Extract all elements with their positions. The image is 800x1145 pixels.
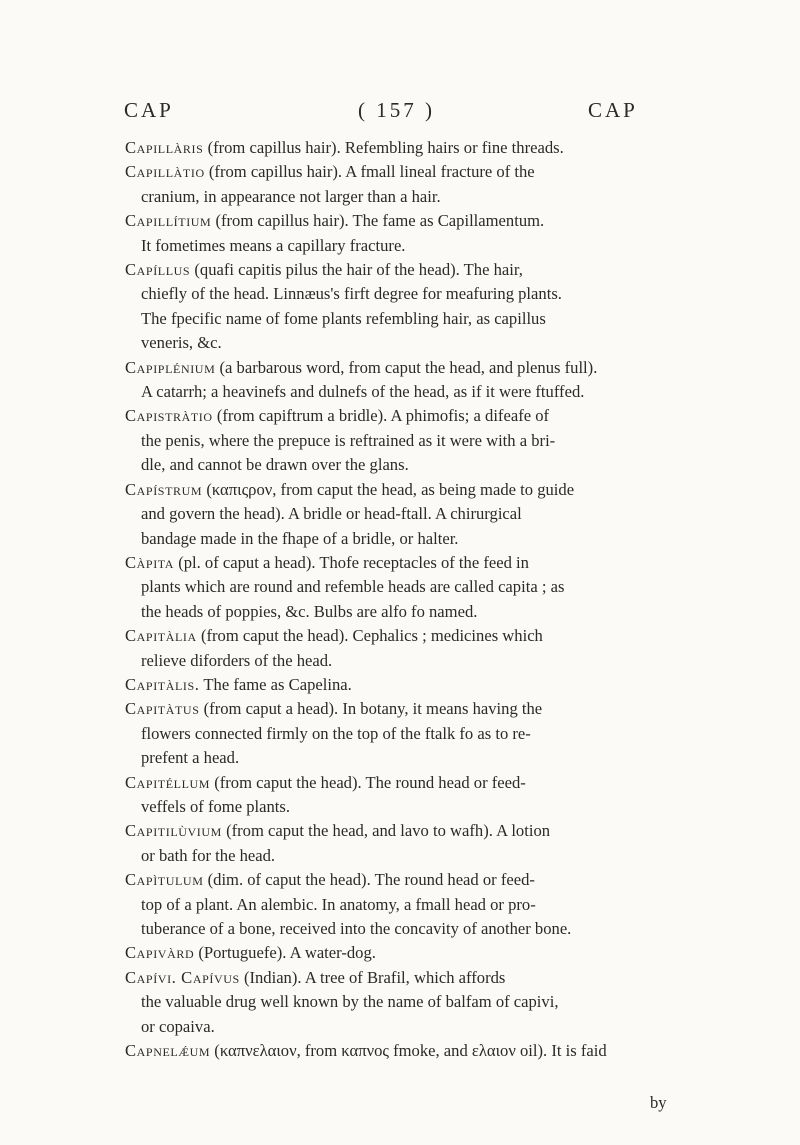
dictionary-entry xyxy=(125,160,665,209)
entry-text-line: cranium, in appearance not larger than a hair. xyxy=(141,186,441,206)
entry-headword: Capillàris xyxy=(125,138,204,157)
dictionary-entry xyxy=(125,356,665,405)
entry-text-line: prefent a head. xyxy=(141,748,240,768)
header-left: CAP xyxy=(124,98,174,122)
entry-text-line: (pl. of caput a head). Thofe receptacles of the feed in xyxy=(178,552,529,572)
entry-text-line: The fpecific name of fome plants refembling hair, as capillus xyxy=(141,308,546,328)
entry-text-line: chiefly of the head. Linnæus's firft degree for meafuring plants. xyxy=(141,284,562,304)
entry-headword: Capistràtio xyxy=(125,406,213,426)
entry-headword: Capitàlia xyxy=(125,626,197,646)
entry-headword: Capillítium xyxy=(125,211,212,231)
dictionary-entry xyxy=(125,868,665,941)
entry-text-line: The fame as Capelina. xyxy=(203,674,352,694)
entry-text-line: (Indian). A tree of Brafil, which affords xyxy=(243,967,506,987)
entry-text-line: (καπνελαιον, from καπνος fmoke, and ελαιον oil). It is faid xyxy=(214,1041,607,1061)
entry-text-line: the penis, where the prepuce is reftrained as it were with a bri- xyxy=(141,430,556,450)
entry-headword: Capiplénium xyxy=(125,357,216,377)
entry-text-line: (from capillus hair). A fmall lineal fracture of the xyxy=(208,162,535,182)
entry-headword: Capitéllum xyxy=(125,772,211,792)
entry-text-line: veneris, &c. xyxy=(141,333,222,353)
catchword: by xyxy=(650,1093,667,1112)
entry-headword: Càpita xyxy=(125,552,175,572)
entry-text-line: top of a plant. An alembic. In anatomy, a fmall head or pro- xyxy=(141,894,536,914)
entry-text-line: (Portuguefe). A water-dog. xyxy=(198,943,376,963)
entry-text-line: tuberance of a bone, received into the concavity of another bone. xyxy=(141,919,572,938)
entry-text-line: (from capillus hair). The fame as Capillamentum. xyxy=(215,211,545,231)
dictionary-entry xyxy=(125,819,665,868)
entry-headword: Capnelǽum xyxy=(125,1041,211,1061)
entry-headword: Capitàtus xyxy=(125,699,200,719)
entry-headword: Capístrum xyxy=(125,479,203,499)
entry-text-line: (quafi capitis pilus the hair of the head). The hair, xyxy=(194,260,523,280)
entry-text-line: (from caput a head). In botany, it means having the xyxy=(203,699,543,719)
dictionary-entry xyxy=(125,209,665,258)
entry-headword: Capivàrd xyxy=(125,943,195,963)
entry-text-line: A catarrh; a heavinefs and dulnefs of the head, as if it were ftuffed. xyxy=(141,382,585,402)
entry-text-line: relieve diforders of the head. xyxy=(141,650,333,670)
dictionary-entry xyxy=(125,966,665,1039)
entry-headword: Capíllus xyxy=(125,260,191,280)
entry-headword: Capitilùvium xyxy=(125,821,222,841)
dictionary-entry xyxy=(125,136,665,160)
entry-text-line: (dim. of caput the head). The round head or feed- xyxy=(207,870,535,890)
entry-text-line: the valuable drug well known by the name of balfam of capivi, xyxy=(141,992,559,1012)
header-right: CAP xyxy=(588,98,638,122)
entry-text-line: plants which are round and refemble heads are called capita ; as xyxy=(141,577,565,597)
dictionary-entry xyxy=(125,771,665,820)
entry-text-line: (from caput the head). Cephalics ; medicines which xyxy=(200,626,543,646)
dictionary-entry xyxy=(125,1039,665,1063)
entry-text-line: or bath for the head. xyxy=(141,845,276,865)
entry-headword: Capitàlis. xyxy=(125,674,200,694)
entry-text-line: (from capillus hair). Refembling hairs or fine threads. xyxy=(207,138,564,157)
dictionary-entry xyxy=(125,941,665,965)
entry-text-line: (a barbarous word, from caput the head, and plenus full). xyxy=(219,357,598,377)
dictionary-entries xyxy=(125,136,665,1063)
entry-text-line: flowers connected firmly on the top of the ftalk fo as to re- xyxy=(141,723,531,743)
entry-text-line: (from caput the head, and lavo to wafh). A lotion xyxy=(226,821,551,841)
entry-text-line: (from caput the head). The round head or feed- xyxy=(214,772,526,792)
entry-text-line: or copaiva. xyxy=(141,1016,215,1036)
entry-text-line: the heads of poppies, &c. Bulbs are alfo fo named. xyxy=(141,601,478,621)
entry-headword: Capillàtio xyxy=(125,162,205,182)
dictionary-entry xyxy=(125,404,665,477)
entry-text-line: dle, and cannot be drawn over the glans. xyxy=(141,455,409,475)
dictionary-entry xyxy=(125,258,665,356)
entry-text-line: bandage made in the fhape of a bridle, or halter. xyxy=(141,528,459,548)
entry-text-line: (from capiftrum a bridle). A phimofis; a difeafe of xyxy=(216,406,550,426)
entry-text-line: (καπιςρον, from caput the head, as being made to guide xyxy=(206,479,575,499)
dictionary-entry xyxy=(125,697,665,770)
entry-text-line: It fometimes means a capillary fracture. xyxy=(141,235,406,255)
entry-headword: Capìtulum xyxy=(125,870,204,890)
dictionary-entry xyxy=(125,478,665,551)
page-number: ( 157 ) xyxy=(358,98,435,122)
entry-headword: Capívi. Capívus xyxy=(125,967,240,987)
dictionary-entry xyxy=(125,673,665,697)
entry-text-line: and govern the head). A bridle or head-ftall. A chirurgical xyxy=(141,504,522,524)
dictionary-entry xyxy=(125,551,665,624)
dictionary-entry xyxy=(125,624,665,673)
entry-text-line: veffels of fome plants. xyxy=(141,796,290,816)
